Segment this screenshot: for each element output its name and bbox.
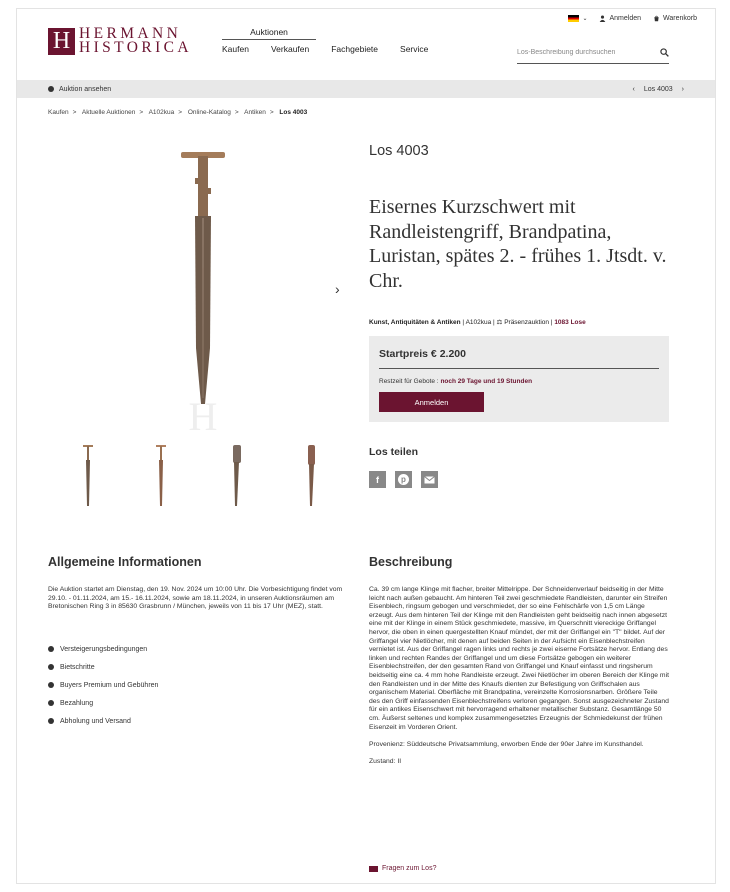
language-selector[interactable] [568,15,587,22]
breadcrumb-item[interactable]: Online-Katalog [187,109,231,116]
nav-auktionen[interactable]: Auktionen [222,27,316,40]
view-auction-label: Auktion ansehen [59,85,112,93]
gavel-icon: ⚖ [496,319,503,326]
view-auction-link[interactable] [48,86,111,93]
info-link-shipping[interactable] [48,712,158,730]
meta-count[interactable]: 1083 Lose [554,319,586,326]
gallery-next-button[interactable]: › [335,281,340,297]
pinterest-icon[interactable]: p [395,471,412,488]
login-to-bid-button[interactable]: Anmelden [379,392,484,412]
next-lot-button[interactable]: › [681,85,684,93]
remaining-time-value: noch 29 Tage und 19 Stunden [440,378,533,385]
lot-number: Los 4003 [369,143,429,159]
general-info-title: Allgemeine Informationen [48,555,202,569]
search-box [517,42,669,64]
logo-line1: HERMANN [79,25,182,42]
cart-label: Warenkorb [663,15,697,22]
remaining-time-label: Restzeit für Gebote : [379,378,439,385]
info-link-label: Bezahlung [60,699,94,707]
svg-text:H: H [188,394,218,438]
ask-question-link[interactable] [369,865,436,872]
lot-pager [633,86,685,93]
lot-title: Eisernes Kurzschwert mit Randleistengriff, Brandpatina, Luristan, spätes 2. - frühes 1. Jtsdt. v. Chr. [369,196,667,292]
search-icon[interactable] [660,48,669,57]
nav-verkaufen[interactable]: Verkaufen [270,44,310,54]
arrow-circle-icon [48,718,54,724]
meta-auction: A102kua [465,319,492,326]
cart-link[interactable] [653,15,697,22]
info-links [48,640,158,730]
thumbnail-1[interactable] [78,444,98,508]
breadcrumb-item[interactable]: Antiken [244,109,266,116]
prev-lot-button[interactable]: ‹ [632,85,635,93]
info-link-bid-steps[interactable] [48,658,158,676]
ask-question-label: Fragen zum Los? [382,865,437,872]
price-box [369,336,669,422]
breadcrumb-current: Los 4003 [279,109,308,116]
thumbnail-2[interactable] [151,444,171,508]
breadcrumb-item[interactable]: A102kua [148,109,175,116]
envelope-icon [369,866,378,872]
lot-pager-label: Los 4003 [643,85,673,93]
logo-mark: H [48,28,75,55]
login-link[interactable] [599,15,641,22]
nav-fachgebiete[interactable]: Fachgebiete [331,44,379,54]
remaining-time [379,378,532,385]
arrow-circle-icon [48,682,54,688]
login-label: Anmelden [609,15,642,22]
arrow-circle-icon [48,86,54,92]
info-link-label: Buyers Premium und Gebühren [60,681,159,689]
info-link-label: Abholung und Versand [60,717,131,725]
share-title: Los teilen [369,446,419,458]
facebook-icon[interactable]: f [369,471,386,488]
cart-icon [653,15,660,22]
description-title: Beschreibung [369,555,453,569]
breadcrumb-item[interactable]: Kaufen [48,109,69,116]
start-price: Startpreis € 2.200 [379,348,466,360]
nav-service[interactable]: Service [400,44,429,54]
arrow-circle-icon [48,664,54,670]
logo[interactable] [48,27,192,55]
breadcrumb-item[interactable]: Aktuelle Auktionen [81,109,136,116]
thumbnail-4[interactable] [301,444,321,508]
general-info-text: Die Auktion startet am Dienstag, den 19. Nov. 2024 um 10:00 Uhr. Die Vorbesichtigung findet vom 29.10. - 01.11.2024, am 15.- 16.11.2024, sowie am 18.11.2024, in unseren Auktionsräumen am Bretonischen Ring 3 in 85630 Grasbrunn / München, jeweils von 11 bis 17 Uhr (MEZ), statt. [48,586,343,611]
arrow-circle-icon [48,646,54,652]
breadcrumb: Kaufen > Aktuelle Auktionen > A102kua > Online-Katalog > Antiken > Los 4003 [48,109,308,116]
info-link-label: Versteigerungsbedingungen [60,645,148,653]
info-link-conditions[interactable] [48,640,158,658]
flag-de-icon [568,15,579,22]
lot-meta: Kunst, Antiquitäten & Antiken | A102kua | ⚖ Präsenzauktion | 1083 Lose [369,319,586,326]
logo-line2: HISTORICA [79,39,192,56]
thumbnail-3[interactable] [226,444,246,508]
top-bar [568,15,697,22]
info-link-label: Bietschritte [60,663,95,671]
share-icons [369,471,438,488]
price-divider [379,368,659,369]
email-icon[interactable] [421,471,438,488]
description-body: Ca. 39 cm lange Klinge mit flacher, breiter Mittelrippe. Der Schneidenverlauf beidseitig in der Mitte leicht nach außen gebaucht. Am hinteren Teil zwei geschmiedete Randleisten, darunter ein Streifen Eisenblech, ringsum gebogen und verschmiedet, der so eine Fehlschärfe von 1,5 cm Länge erzeugt. Aus dem hinteren Teil der Klinge mit den Randleisten geht beidseitig nach innen abgesetzt eine mit der Klinge in einem Stück geschmiedete, massive, im Querschnitt viereckige Griffangel hervor, die oben in einen quergestellten Knauf mündet, der mit der Griffangel ein "T" bildet. Auf der Griffangel vier Nietlöcher, mit denen auf beiden Seiten in der Aufsicht ein Eisenblechstreifen vernietet ist. Aus der Griffangel ragen links und rechts je zwei eiserne Fortsätze hervor. Entlang des linken und rechten Randes der Griffangel und um diese Fortsätze gebogen ein weiterer Eisenblechstreifen, der den gesamten Rand von Griffangel und Knauf einfasst und ringsherum beidseitig eine ca. 4 mm hohe Randleiste erzeugt. Zwei Nietlöcher im oberen Bereich der Klinge mit den Randleisten und in der Mitte des Knaufs dienten zur Befestigung von Griffschalen aus organischem Material. Oberfläche mit Brandpatina, vereinzelte Korrosionsnarben. Größere Teile des den Griff einfassenden Eisenblechstreifens verloren gegangen. Sonst ausgezeichneter Zustand für ein antikes Eisenschwert mit hervorragend erhaltener metallischer Substanz. Gesamtlänge 50 cm. Äußerst seltenes und komplex zusammengesetztes Erzeugnis der Schmiedekunst der frühen Eisenzeit im Vorderen Orient. [369,586,669,731]
description-text [369,586,669,775]
nav-kaufen[interactable]: Kaufen [222,44,249,54]
chevron-down-icon: ⌄ [582,16,588,22]
user-icon [599,15,606,22]
description-condition: Zustand: II [369,757,402,765]
logo-wordmark [79,27,192,55]
nav-items [222,44,428,54]
info-link-premium[interactable] [48,676,158,694]
meta-category[interactable]: Kunst, Antiquitäten & Antiken [369,319,461,326]
meta-type: Präsenzauktion [504,319,549,326]
sword-main-image[interactable] [167,148,239,438]
auction-bar [17,80,715,98]
arrow-circle-icon [48,700,54,706]
page [16,8,716,884]
search-input[interactable] [517,49,647,56]
description-provenance: Provenienz: Süddeutsche Privatsammlung, erworben Ende der 90er Jahre im Kunsthandel. [369,740,644,748]
info-link-payment[interactable] [48,694,158,712]
